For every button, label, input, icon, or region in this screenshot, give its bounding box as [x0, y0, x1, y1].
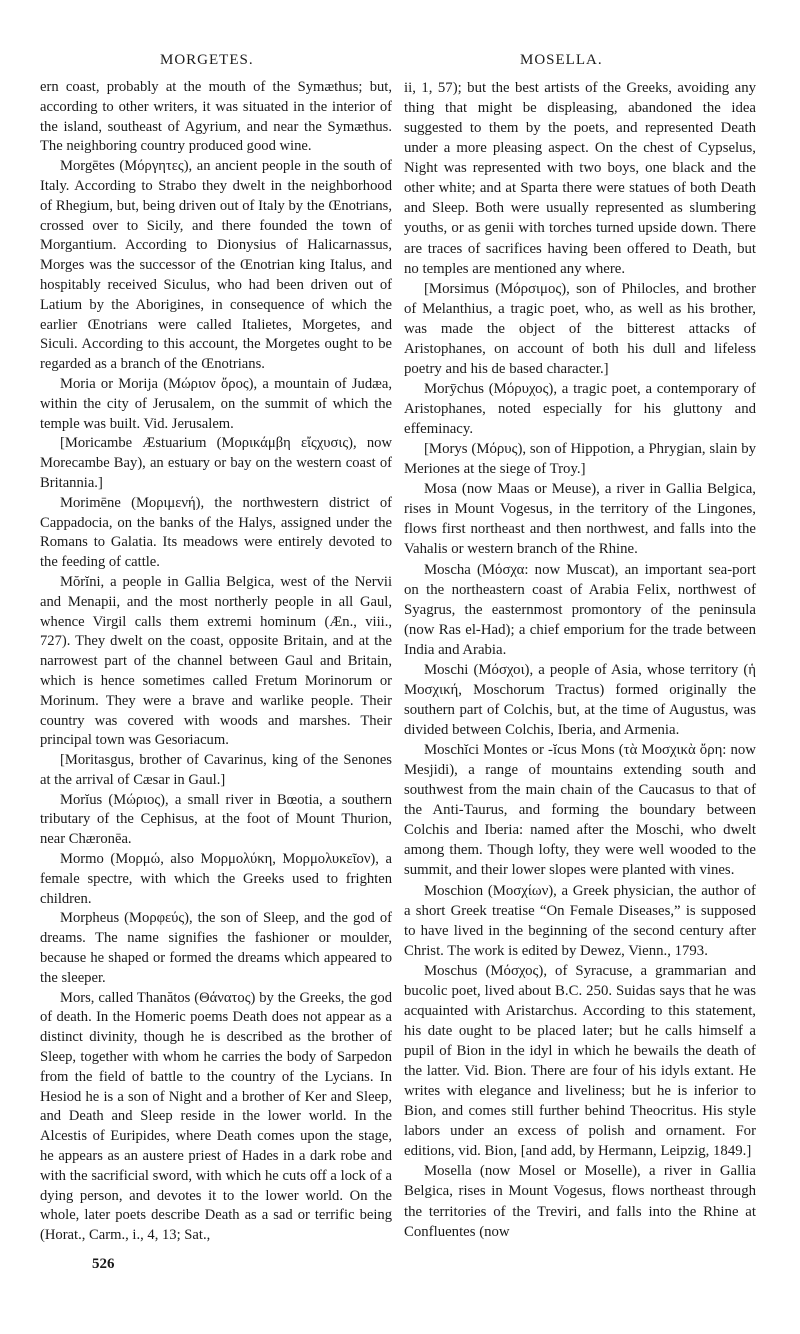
entry-paragraph: [Morsimus (Μόρσιμος), son of Philocles, and brother of Melanthius, a tragic poet, who, as well as his brother, was made the object of the bitterest attacks of Aristophanes, on account of both his dull and lifeless poetry and his de based character.]: [404, 280, 756, 377]
entry-paragraph: Mosa (now Maas or Meuse), a river in Gallia Belgica, rises in Mount Vogesus, in the territory of the Lingones, flows first northeast and then northwest, and falls into the Vahalis or western branch of the Rhine.: [404, 481, 756, 558]
entry-paragraph: ii, 1, 57); but the best artists of the Greeks, avoiding any thing that might be displeasing, abandoned the idea suggested to them by the poets, and represented Death under a more pleasing aspect. On the chest of Cypselus, Night was represented with two boys, one black and the other white; and at Sparta there were statues of both Death and Sleep. Both were usually represented as slumbering youths, or as genii with torches turned upside down. There are traces of sacrifices having been offered to Death, but no temples are mentioned any where.: [404, 80, 756, 277]
entry-paragraph: Morpheus (Μορφεύς), the son of Sleep, and the god of dreams. The name signifies the fashioner or moulder, because he shaped or formed the dreams which appeared to the sleeper.: [40, 910, 392, 986]
entry-paragraph: Moscha (Μόσχα: now Muscat), an important sea-port on the northeastern coast of Arabia Felix, northwest of Syagrus, the easternmost promontory of the peninsula (now Ras el-Had); a chief emporium for the trade between India and Arabia.: [404, 561, 756, 658]
entry-paragraph: Morĭus (Μώριος), a small river in Bœotia, a southern tributary of the Cephisus, at the foot of Mount Thurion, near Chæronēa.: [40, 791, 392, 848]
entry-paragraph: Morgētes (Μόργητες), an ancient people in the south of Italy. According to Strabo they dwelt in the neighborhood of Rhegium, but, being driven out of Italy by the Œnotrians, crossed over to Sicily, and there founded the town of Morgantium. According to Dionysius of Halicarnassus, Morges was the successor of the Œnotrian king Italus, and hospitably received Siculus, who had been driven out of Latium by the Aborigines, in consequence of which the earlier Œnotrians were called Italietes, Morgetes, and Siculi. According to this account, the Morgetes ought to be regarded as a branch of the Œnotrians.: [40, 158, 392, 373]
entry-paragraph: Moria or Morija (Μώριον ὄρος), a mountain of Judæa, within the city of Jerusalem, on the summit of which the temple was built. Vid. Jerusalem.: [40, 375, 392, 432]
entry-paragraph: Moschus (Μόσχος), of Syracuse, a grammarian and bucolic poet, lived about B.C. 250. Suidas says that he was acquainted with Aristarchus. According to this statement, his date ought to be placed later; but he calls himself a pupil of Bion in the idyl in which he bewails the death of the latter. Vid. Bion. There are four of his idyls extant. He writes with elegance and liveliness; but he is inferior to Bion, and comes still further behind Theocritus. His style labors under an excess of polish and ornament. For editions, vid. Bion, [and add, by Hermann, Leipzig, 1849.]: [404, 962, 756, 1160]
right-column: [404, 78, 756, 1242]
entry-paragraph: Mosella (now Mosel or Moselle), a river in Gallia Belgica, rises in Mount Vogesus, flows northeast through the territories of the Treviri, and falls into the Rhine at Confluentes (now: [404, 1163, 756, 1240]
entry-paragraph: Mŏrĭni, a people in Gallia Belgica, west of the Nervii and Menapii, and the most northerly people in all Gaul, whence Virgil calls them extremi hominum (Æn., viii., 727). They dwelt on the coast, opposite Britain, and at the narrowest part of the channel between Gaul and Britain, which is hence sometimes called Fretum Morinorum or Morinum. They were a brave and warlike people. Their country was covered with woods and marshes. Their principal town was Gesoriacum.: [40, 573, 392, 749]
entry-paragraph: ern coast, probably at the mouth of the Symæthus; but, according to other writers, it was situated in the interior of the island, southeast of Agyrium, and near the Symæthus. The neighboring country produced good wine.: [40, 79, 392, 155]
entry-paragraph: Morȳchus (Μόρυχος), a tragic poet, a contemporary of Aristophanes, noted especially for his gluttony and effeminacy.: [404, 380, 756, 438]
entry-paragraph: Moschion (Μοσχίων), a Greek physician, the author of a short Greek treatise “On Female Diseases,” is supposed to have lived in the beginning of the second century after Christ. The work is edited by Dewez, Vienn., 1793.: [404, 882, 756, 959]
running-head-right: MOSELLA.: [520, 52, 603, 68]
entry-paragraph: Moschĭci Montes or -ĭcus Mons (τὰ Μοσχικὰ ὄρη: now Mesjidi), a range of mountains extending south and southwest from the main chain of the Caucasus to that of the Anti-Taurus, and forming the boundary between Colchis and Iberia: named after the Moschi, who dwelt among them. Though lofty, they were well wooded to the summit, and their lower slopes were planted with vines.: [404, 742, 756, 879]
page-number: 526: [92, 1256, 115, 1272]
entry-paragraph: [Morys (Μόρυς), son of Hippotion, a Phrygian, slain by Meriones at the siege of Troy.]: [404, 441, 756, 478]
entry-paragraph: Moschi (Μόσχοι), a people of Asia, whose territory (ἡ Μοσχική, Moschorum Tractus) formed originally the southern part of Colchis, but, at the time of Augustus, was divided between Colchis, Iberia, and Armenia.: [404, 661, 756, 738]
entry-paragraph: Mors, called Thanătos (Θάνατος) by the Greeks, the god of death. In the Homeric poems Death does not appear as a distinct divinity, though he is described as the brother of Sleep, together with whom he carries the body of Sarpedon from the field of battle to the country of the Lycians. In Hesiod he is a son of Night and a brother of Ker and Sleep, and Death and Sleep reside in the lower world. In the Alcestis of Euripides, where Death comes upon the stage, he appears as an austere priest of Hades in a dark robe and with the sacrificial sword, with which he cuts off a lock of a dying person, and devotes it to the lower world. On the whole, later poets describe Death as a sad or terrific being (Horat., Carm., i., 4, 13; Sat.,: [40, 989, 392, 1244]
left-column: [40, 78, 392, 1246]
running-head-left: MORGETES.: [160, 52, 254, 68]
entry-paragraph: [Moricambe Æstuarium (Μορικάμβη εἴςχυσις), now Morecambe Bay), an estuary or bay on the western coast of Britannia.]: [40, 435, 392, 491]
entry-paragraph: Morimēne (Μοριμενή), the northwestern district of Cappadocia, on the banks of the Halys, assigned under the Romans to Galatia. Its meadows were entirely devoted to the feeding of cattle.: [40, 494, 392, 571]
entry-paragraph: Mormo (Μορμώ, also Μορμολύκη, Μορμολυκεῖον), a female spectre, with which the Greeks used to frighten children.: [40, 851, 392, 907]
entry-paragraph: [Moritasgus, brother of Cavarinus, king of the Senones at the arrival of Cæsar in Gaul.]: [40, 752, 392, 788]
